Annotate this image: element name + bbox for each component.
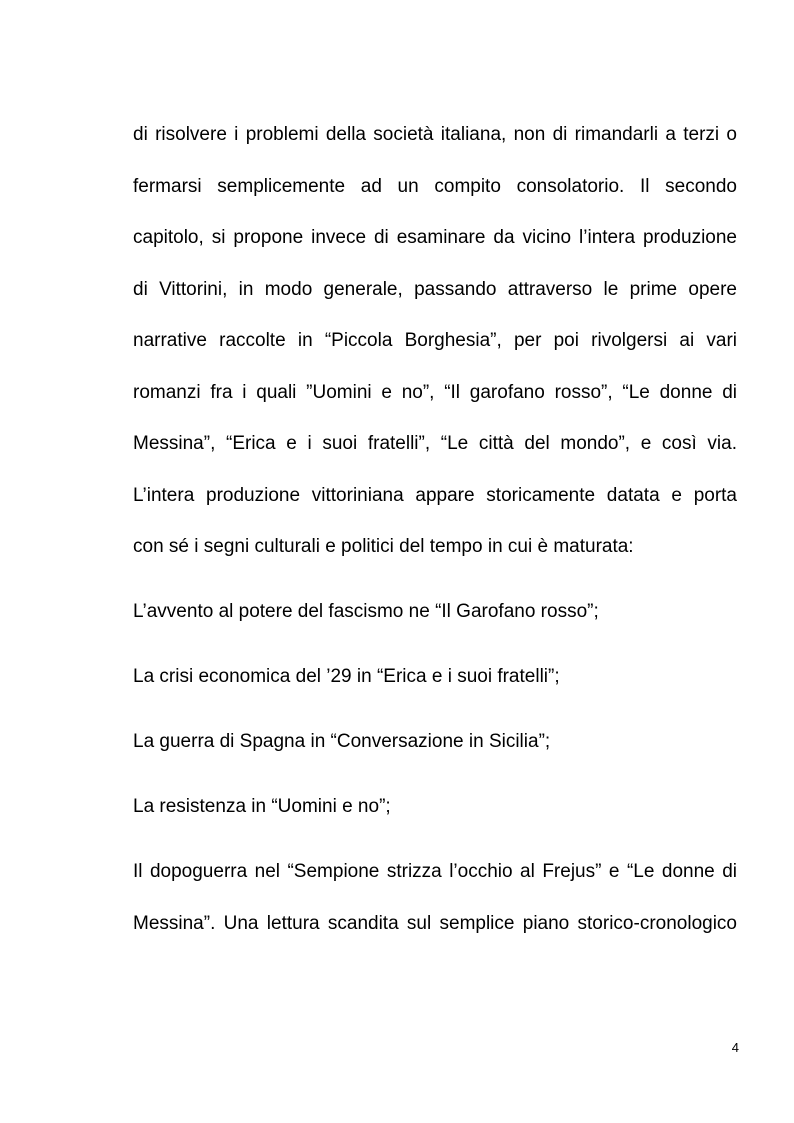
text-line: narrative raccolte in “Piccola Borghesia”, per poi rivolgersi ai vari: [133, 330, 737, 351]
paragraph-spacer: [133, 638, 737, 652]
paragraph-spacer: [133, 768, 737, 782]
text-line: L’intera produzione vittoriniana appare storicamente datata e porta: [133, 484, 737, 506]
paragraph-spacer: [133, 703, 737, 717]
list-item: L’avvento al potere del fascismo ne “Il Garofano rosso”;: [133, 601, 599, 622]
list-item: La crisi economica del ’29 in “Erica e i suoi fratelli”;: [133, 666, 560, 687]
text-line: Il dopoguerra nel “Sempione strizza l’occhio al Frejus” e “Le donne di: [133, 861, 737, 882]
list-item: La guerra di Spagna in “Conversazione in Sicilia”;: [133, 731, 551, 752]
text-line: di Vittorini, in modo generale, passando attraverso le prime opere: [133, 278, 737, 300]
text-line: Messina”, “Erica e i suoi fratelli”, “Le città del mondo”, e così via.: [133, 433, 737, 454]
body-text: [133, 109, 737, 949]
page-number: 4: [731, 1040, 739, 1055]
text-line: di risolvere i problemi della società italiana, non di rimandarli a terzi o: [133, 124, 737, 145]
list-item: La resistenza in “Uomini e no”;: [133, 796, 391, 817]
text-line: capitolo, si propone invece di esaminare da vicino l’intera produzione: [133, 227, 737, 248]
text-line: con sé i segni culturali e politici del tempo in cui è maturata:: [133, 536, 634, 557]
paragraph-spacer: [133, 833, 737, 847]
text-line: romanzi fra i quali ”Uomini e no”, “Il garofano rosso”, “Le donne di: [133, 381, 737, 403]
text-line: Messina”. Una lettura scandita sul semplice piano storico-cronologico: [133, 912, 737, 934]
text-line: fermarsi semplicemente ad un compito consolatorio. Il secondo: [133, 175, 737, 197]
paragraph-spacer: [133, 573, 737, 587]
